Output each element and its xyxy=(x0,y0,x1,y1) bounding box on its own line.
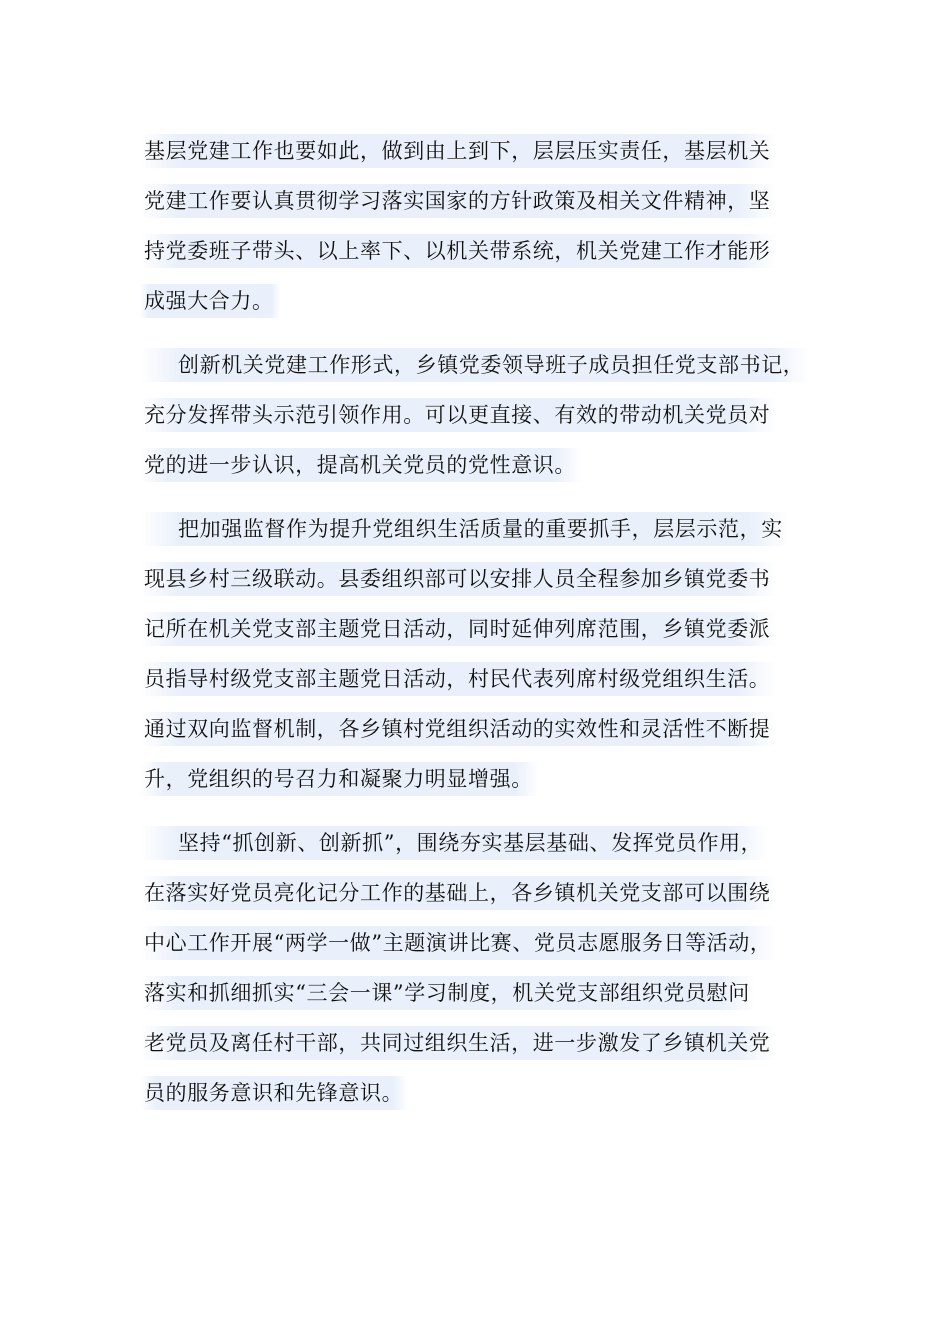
paragraph-line xyxy=(140,1018,840,1068)
paragraph-line xyxy=(140,868,840,918)
paragraph-line xyxy=(140,340,840,390)
paragraph-line xyxy=(140,554,840,604)
paragraph-line xyxy=(140,818,840,868)
paragraph-line xyxy=(140,654,840,704)
line-text: 现县乡村三级联动。县委组织部可以安排人员全程参加乡镇党委书 xyxy=(140,562,776,596)
line-text: 坚持“抓创新、创新抓”，围绕夯实基层基础、发挥党员作用， xyxy=(140,826,768,860)
line-text: 员指导村级党支部主题党日活动，村民代表列席村级党组织生活。 xyxy=(140,662,776,696)
paragraph-4 xyxy=(140,818,840,1118)
paragraph-2 xyxy=(140,340,840,490)
paragraph-line xyxy=(140,704,840,754)
paragraph-line xyxy=(140,968,840,1018)
line-text: 充分发挥带头示范引领作用。可以更直接、有效的带动机关党员对 xyxy=(140,398,776,432)
paragraph-line xyxy=(140,226,840,276)
line-text: 把加强监督作为提升党组织生活质量的重要抓手，层层示范，实 xyxy=(140,512,789,546)
line-text: 党建工作要认真贯彻学习落实国家的方针政策及相关文件精神，坚 xyxy=(140,184,776,218)
line-text: 老党员及离任村干部，共同过组织生活，进一步激发了乡镇机关党 xyxy=(140,1026,776,1060)
line-text: 创新机关党建工作形式，乡镇党委领导班子成员担任党支部书记， xyxy=(140,348,810,382)
line-text: 党的进一步认识，提高机关党员的党性意识。 xyxy=(140,448,582,482)
line-text: 持党委班子带头、以上率下、以机关带系统，机关党建工作才能形 xyxy=(140,234,776,268)
paragraph-line xyxy=(140,176,840,226)
line-text: 通过双向监督机制，各乡镇村党组织活动的实效性和灵活性不断提 xyxy=(140,712,776,746)
line-text: 员的服务意识和先锋意识。 xyxy=(140,1076,409,1110)
paragraph-line xyxy=(140,604,840,654)
line-text: 在落实好党员亮化记分工作的基础上，各乡镇机关党支部可以围绕 xyxy=(140,876,776,910)
paragraph-line xyxy=(140,276,840,326)
paragraph-line xyxy=(140,918,840,968)
line-text: 中心工作开展“两学一做”主题演讲比赛、党员志愿服务日等活动， xyxy=(140,926,777,960)
line-text: 基层党建工作也要如此，做到由上到下，层层压实责任，基层机关 xyxy=(140,134,776,168)
paragraph-line xyxy=(140,440,840,490)
line-text: 落实和抓细抓实“三会一课”学习制度，机关党支部组织党员慰问 xyxy=(140,976,756,1010)
paragraph-3 xyxy=(140,504,840,804)
line-text: 记所在机关党支部主题党日活动，同时延伸列席范围，乡镇党委派 xyxy=(140,612,776,646)
paragraph-1 xyxy=(140,126,840,326)
paragraph-line xyxy=(140,126,840,176)
line-text: 成强大合力。 xyxy=(140,284,280,318)
line-text: 升，党组织的号召力和凝聚力明显增强。 xyxy=(140,762,539,796)
paragraph-line xyxy=(140,1068,840,1118)
paragraph-line xyxy=(140,504,840,554)
paragraph-line xyxy=(140,754,840,804)
paragraph-line xyxy=(140,390,840,440)
